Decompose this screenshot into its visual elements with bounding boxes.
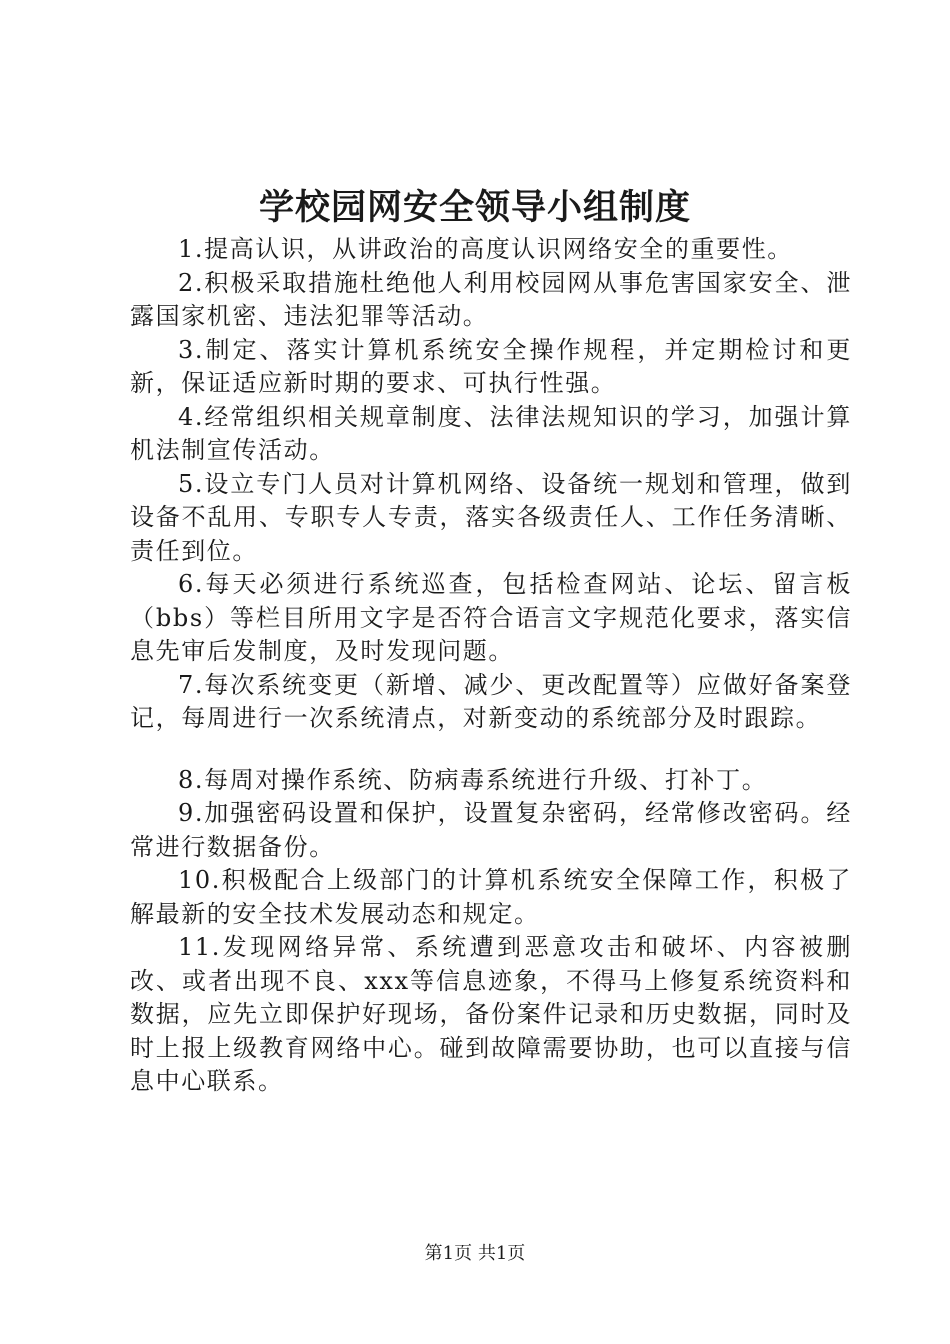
paragraph-8: 8.每周对操作系统、防病毒系统进行升级、打补丁。 (178, 765, 768, 794)
paragraph-6: 6.每天必须进行系统巡查，包括检查网站、论坛、留言板（bbs）等栏目所用文字是否符合语言文字规范化要求，落实信息先审后发制度，及时发现问题。 (130, 570, 852, 665)
document-body (130, 233, 852, 1099)
page-footer: 第1页 共1页 (424, 1243, 526, 1264)
paragraph-9: 9.加强密码设置和保护，设置复杂密码，经常修改密码。经常进行数据备份。 (130, 799, 852, 861)
paragraph-2: 2.积极采取措施杜绝他人利用校园网从事危害国家安全、泄露国家机密、违法犯罪等活动。 (130, 268, 852, 330)
paragraph-7: 7.每次系统变更（新增、减少、更改配置等）应做好备案登记，每周进行一次系统清点，对新变动的系统部分及时跟踪。 (130, 670, 852, 732)
paragraph-4: 4.经常组织相关规章制度、法律法规知识的学习，加强计算机法制宣传活动。 (130, 402, 852, 464)
paragraph-11: 11.发现网络异常、系统遭到恶意攻击和破坏、内容被删改、或者出现不良、xxx等信息迹象，不得马上修复系统资料和数据，应先立即保护好现场，备份案件记录和历史数据，同时及时上报上级教育网络中心。碰到故障需要协助，也可以直接与信息中心联系。 (130, 933, 852, 1095)
paragraph-5: 5.设立专门人员对计算机网络、设备统一规划和管理，做到设备不乱用、专职专人专责，落实各级责任人、工作任务清晰、责任到位。 (130, 469, 852, 565)
paragraph-spacer (130, 736, 852, 764)
paragraph-1: 1.提高认识，从讲政治的高度认识网络安全的重要性。 (178, 235, 793, 263)
paragraph-3: 3.制定、落实计算机系统安全操作规程，并定期检讨和更新，保证适应新时期的要求、可执行性强。 (130, 335, 852, 397)
paragraph-10: 10.积极配合上级部门的计算机系统安全保障工作，积极了解最新的安全技术发展动态和规定。 (130, 866, 852, 928)
document-title: 学校园网安全领导小组制度 (258, 187, 691, 228)
